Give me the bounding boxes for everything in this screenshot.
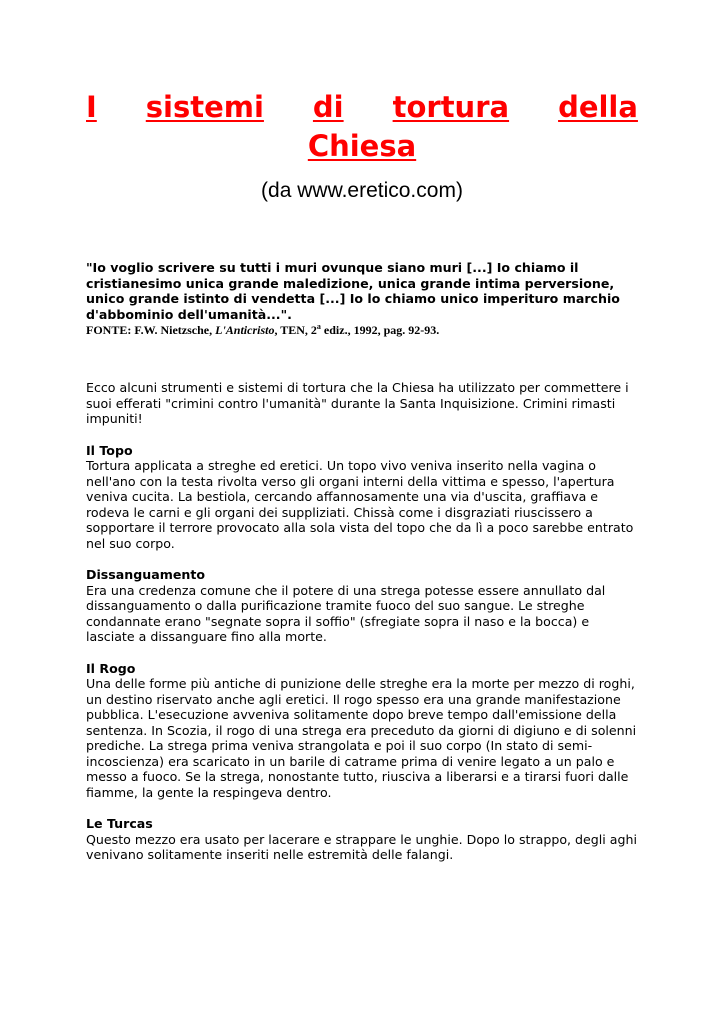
section-body: Questo mezzo era usato per lacerare e strappare le unghie. Dopo lo strappo, degli aghi venivano solitamente inseriti nelle estremità delle falangi.: [86, 831, 637, 862]
title-word: I: [86, 90, 97, 124]
title-word: tortura: [392, 90, 510, 124]
section-body: Una delle forme più antiche di punizione delle streghe era la morte per mezzo di roghi, un destino riservato anche agli eretici. Il rogo spesso era una grande manifestazione pubblica. L'esecuzione avveniva solitamente dopo breve tempo dall'emissione della sentenza. In Scozia, il rogo di una strega era preceduto da giorni di digiuno e di solenni prediche. La strega prima veniva strangolata e poi il suo corpo (In stato di semi-incoscienza) era scaricato in un barile di catrame prima di venire legato a un palo e messo a fuoco. Se la strega, nonostante tutto, riusciva a liberarsi e a tirarsi fuori dalle fiamme, la gente la respingeva dentro.: [86, 676, 637, 800]
section-body: Era una credenza comune che il potere di una strega potesse essere annullato dal dissanguamento o dalla purificazione tramite fuoco del suo sangue. Le streghe condannate erano "segnate sopra il soffio" (sfregiate sopra il naso e la bocca) e lasciate a dissanguare fino alla morte.: [86, 582, 606, 644]
nietzsche-quote: "Io voglio scrivere su tutti i muri ovunque siano muri [...] Io chiamo il cristianesimo unica grande maledizione, unica grande intima perversione, unico grande istinto di vendetta [...] Io lo chiamo unico imperituro marchio d'abbominio dell'umanità...".: [86, 260, 620, 322]
section-heading: Le Turcas: [86, 816, 153, 831]
title-word: della: [558, 90, 638, 124]
title-word: sistemi: [145, 90, 264, 124]
section-body: Tortura applicata a streghe ed eretici. Un topo vivo veniva inserito nella vagina o nell'ano con la testa rivolta verso gli organi interni della vittima e spesso, l'apertura veniva cucita. La bestiola, cercando affannosamente una via d'uscita, graffiava e rodeva le carni e gli organi dei suppliziati. Chissà come i disgraziati riuscissero a sopportare il terrore provocato alla sola vista del topo che da lì a poco sarebbe entrato nel suo corpo.: [86, 458, 634, 551]
section-il-topo: [86, 443, 638, 552]
title-line-1: [86, 88, 638, 127]
quote-source: [86, 322, 638, 338]
title-line-2: Chiesa: [307, 129, 417, 163]
source-prefix: FONTE: F.W. Nietzsche,: [86, 323, 216, 337]
title-word: di: [312, 90, 344, 124]
section-heading: Dissanguamento: [86, 567, 206, 582]
source-publisher: , TEN, 2: [274, 323, 317, 337]
section-heading: Il Topo: [86, 442, 133, 458]
document-page: [86, 88, 638, 863]
document-title: [86, 88, 638, 166]
section-le-turcas: [86, 816, 638, 863]
section-dissanguamento: [86, 567, 638, 645]
source-work: L'Anticristo: [215, 323, 275, 337]
intro-paragraph: Ecco alcuni strumenti e sistemi di tortura che la Chiesa ha utilizzato per commettere i suoi efferati "crimini contro l'umanità" durante la Santa Inquisizione. Crimini rimasti impuniti!: [86, 380, 629, 426]
section-il-rogo: [86, 661, 638, 801]
source-suffix: ediz., 1992, pag. 92-93.: [320, 323, 440, 337]
source-edition-sup: a: [316, 322, 321, 331]
section-heading: Il Rogo: [86, 660, 136, 676]
document-subtitle: (da www.eretico.com): [261, 179, 463, 202]
